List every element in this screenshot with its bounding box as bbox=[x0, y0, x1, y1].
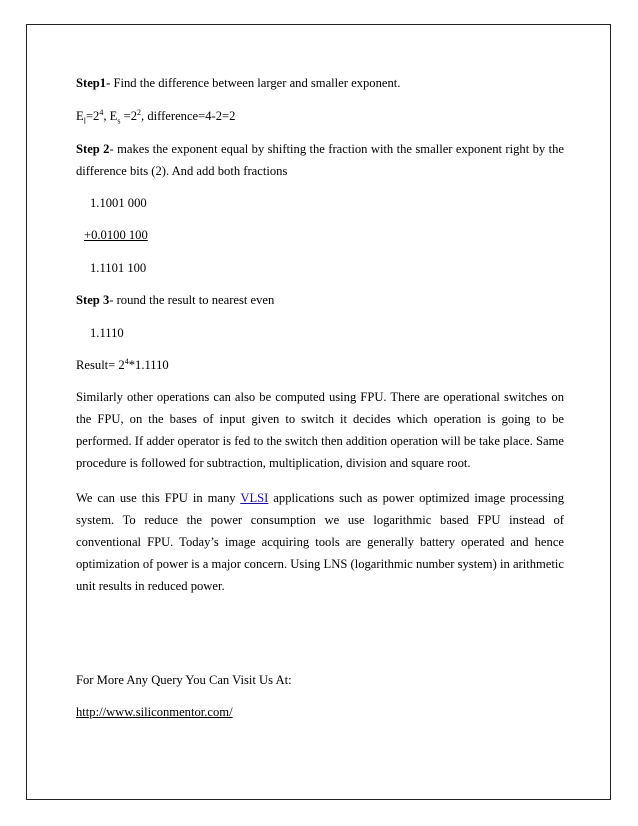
step3-line bbox=[76, 289, 274, 311]
result-prefix: Result= 2 bbox=[76, 358, 125, 372]
vlsi-paragraph-after: applications such as power optimized image processing system. To reduce the power consumption we use logarithmic based FPU instead of conventional FPU. Today’s image acquiring tools are generally battery operated and hence optimization of power is a major concern. Using LNS (logarithmic number system) in arithmetic unit results in reduced power. bbox=[76, 491, 564, 593]
el-subscript: l bbox=[83, 116, 86, 126]
step3-text: - round the result to nearest even bbox=[109, 293, 275, 307]
vlsi-paragraph-before: We can use this FPU in many bbox=[76, 491, 241, 505]
step3-label: Step 3 bbox=[76, 293, 110, 307]
es-superscript: 2 bbox=[137, 107, 142, 117]
vlsi-link[interactable]: VLSI bbox=[240, 491, 269, 505]
es-value: =2 bbox=[120, 109, 138, 123]
step1-label: Step1- bbox=[76, 76, 111, 90]
calc-line-3: 1.1101 100 bbox=[90, 261, 147, 275]
step2-paragraph bbox=[76, 138, 564, 182]
exponent-line bbox=[76, 105, 235, 127]
difference-text: , difference=4-2=2 bbox=[141, 109, 236, 123]
calc-line-2 bbox=[76, 224, 148, 246]
calc-line-2-text: +0.0100 100 bbox=[84, 228, 148, 242]
step1-text: Find the difference between larger and smaller exponent. bbox=[110, 76, 401, 90]
step2-text: - makes the exponent equal by shifting the fraction with the smaller exponent right by the difference bits (2). And add both fractions bbox=[76, 142, 564, 178]
es-subscript: s bbox=[117, 116, 121, 126]
calc-line-1: 1.1001 000 bbox=[90, 196, 147, 210]
step1-line bbox=[76, 72, 400, 94]
vlsi-paragraph bbox=[76, 487, 564, 597]
query-line: For More Any Query You Can Visit Us At: bbox=[76, 673, 292, 687]
result-suffix: *1.1110 bbox=[128, 358, 169, 372]
website-link[interactable]: http://www.siliconmentor.com/ bbox=[76, 705, 233, 719]
operations-paragraph: Similarly other operations can also be computed using FPU. There are operational switches on the FPU, on the bases of input given to switch it decides which operation is going to be performed. If adder operator is fed to the switch then addition operation will be take place. Same procedure is followed for subtraction, multiplication, division and square root. bbox=[76, 390, 564, 470]
rounded-value: 1.1110 bbox=[90, 326, 124, 340]
step2-label: Step 2 bbox=[76, 142, 110, 156]
el-label: E bbox=[76, 109, 84, 123]
el-value: =2 bbox=[85, 109, 100, 123]
el-superscript: 4 bbox=[99, 107, 104, 117]
es-label: , E bbox=[103, 109, 118, 123]
result-superscript: 4 bbox=[124, 356, 129, 366]
result-line bbox=[76, 354, 169, 376]
website-line bbox=[76, 701, 233, 723]
